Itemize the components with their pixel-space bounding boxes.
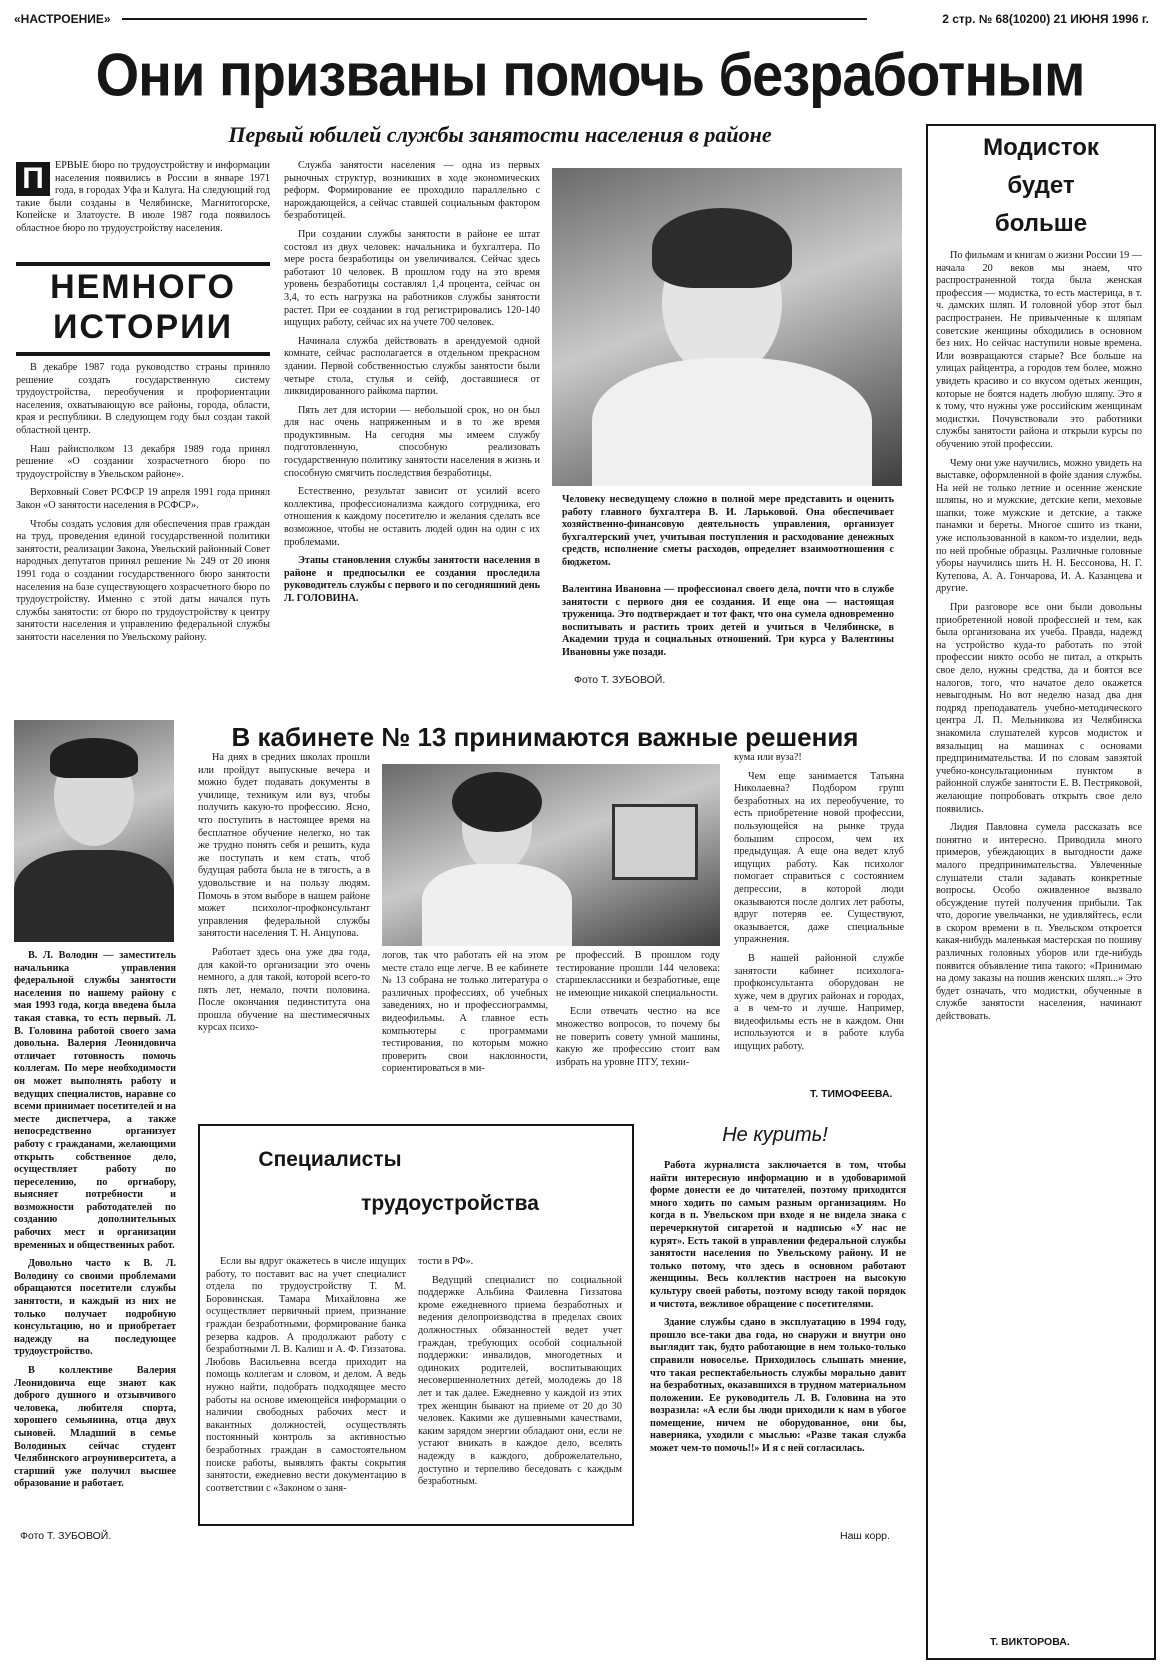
accountant-photo: [552, 168, 902, 486]
modistok-paragraph: Лидия Павловна сумела рассказать все понятно и интересно. Приводила много примеров, убеждающих в выгодности даже малого предпринимательства. Увлеченные слушатели стали задавать конкретные вопросы. Особо оживленное вызвало обсуждение путей получения прибыли. Так что, дорогие увельчанки, не удивляйтесь, если в скором времени в п. Увельском откроется какая-нибудь маленькая мастерская по пошиву различных головных уборов или где-нибудь появится объявление типа такого: «Принимаю на дому заказы на пошив женских шляп...» Это будет означать, что модистки, обученные в службе занятости населения, начинают действовать.: [936, 822, 1142, 1023]
middle-paragraph: При создании службы занятости в районе ее штат состоял из двух человек: начальника и бухгалтера. По мере роста безработицы он увеличивался. Сейчас здесь работают 10 человек. В прошлом году на это время уровень безработицы составлял 1,4 процента, сейчас он 3,4, то есть нагрузка на работников службы занятости растет. При ее создании в год регистрировались 120-140 ищущих работу, сейчас их на учете 700 человек.: [284, 228, 540, 329]
cabinet-col-2: [382, 950, 548, 1100]
modistok-title-2: будет: [1007, 172, 1075, 199]
history-rule-bottom: [16, 352, 270, 356]
cabinet-col-1: [198, 752, 370, 1102]
cabinet-paragraph: Если отвечать честно на все множество вопросов, то почему бы не поверить совету умной машины, какую же профессию стоит вам избрать на уровне ПТУ, техни-: [556, 1006, 720, 1068]
history-paragraph: Наш райисполком 13 декабря 1989 года принял решение «О создании хозрасчетного бюро по трудоустройству в Увельском районе».: [16, 443, 270, 480]
intro-text: [16, 160, 270, 260]
newspaper-name: «НАСТРОЕНИЕ»: [14, 12, 111, 26]
specialists-paragraph: Если вы вдруг окажетесь в числе ищущих работу, то поставит вас на учет специалист отдела по трудоустройству Т. М. Боровинская. Тамара Михайловна же осуществляет первичный прием, признание граждан безработными, формирование банка резерва кадров. А продолжают работу с безработными Л. В. Калиш и А. Ф. Гиззатова. Любовь Васильевна всегда приходит на помощь коллегам и словом, и делом. А ведь нужно найти, подобрать подходящее место работы на основе имеющейся информации о наличии свободных рабочих мест и вакантных должностей, осуществлять постоянный контроль за активностью безработных граждан в самостоятельном поиске работы, выявлять факты сокрытия занятости, ежедневно вести документацию в соответствии с «Законом о заня-: [206, 1256, 406, 1494]
cabinet-col-3: [556, 950, 720, 1100]
volodin-text: [14, 950, 176, 1512]
modistok-title-1: Модисток: [983, 134, 1099, 161]
nokurit-title: Не курить!: [722, 1124, 828, 1146]
modistok-paragraph: По фильмам и книгам о жизни России 19 — начала 20 веков мы знаем, что распространенной тогда была женская профессия — модистка, то есть мастерица, в т. ч. дамских шляп. И головной убор этот был распространен. Не привыченные к шляпам советские женщины обходились в основном без них. Но сейчас наступили новые времена. Или возвращаются старые? Все больше на улицах райцентра, а городов тем более, можно увидеть красиво и со вкусом одетых женщин, которые не боятся надеть любую шляпу. Это я к тому, что нужны уже российским женщинам модистки. Почувствовали это работники службы занятости района и открыли курсы по обучению этой профессии.: [936, 250, 1142, 450]
history-paragraph: В декабре 1987 года руководство страны приняло решение создать государственную систему трудоустройства, переобучения и профориентации населения, охватывающую все районы, города, области, края и республики. В следующем году был создан такой областной центр.: [16, 362, 270, 436]
cabinet-paragraph: кума или вуза?!: [734, 752, 802, 763]
volodin-photo: [14, 720, 174, 942]
specialists-title-2: трудоустройства: [361, 1192, 539, 1215]
cabinet-title: В кабинете № 13 принимаются важные решения: [231, 722, 859, 752]
volodin-caption: В. Л. Володин — заместитель начальника управления федеральной службы занятости населения по нашему району с мая 1993 года, когда введена была такая ставка, то есть первый. Л. В. Головина работой своего зама довольна. Валерия Леонидовича отличает готовность помочь коллегам. По мере необходимости он может выполнять работу и ведущих специалистов, наравне со всеми принимает посетителей и на месте диспетчера, а также непосредственно организует работу с гражданами, желающими открыть собственное дело, осуществляет работу по переселению, по оргнабору, выясняет потребности и возможности работодателей по созданию дополнительных рабочих мест и организации временных и общественных работ.: [14, 950, 176, 1251]
specialists-paragraph: тости в РФ».: [418, 1256, 474, 1267]
specialists-col-1: [206, 1256, 406, 1518]
intro-paragraph: ЕРВЫЕ бюро по трудоустройству и информации населения появились в России в январе 1971 года, в городах Уфа и Калуга. На следующий год такие были созданы в Челябинске, Магнитогорске, Копейске и Златоусте. В июле 1987 года появилось областное бюро по трудоустройству населения.: [16, 160, 270, 234]
accountant-caption-1: Человеку несведущему сложно в полной мере представить и оценить работу главного бухгалтера В. И. Ларьковой. Она обеспечивает хозяйственно-финансовую деятельность управления, организует бухгалтерский учет, учитывая поступления и расходование денежных средств, исполнение сметы расходов, определяет взаимоотношения с бюджетом.: [562, 494, 894, 568]
history-paragraph: Верховный Совет РСФСР 19 апреля 1991 года принял Закон «О занятости населения в РСФСР».: [16, 487, 270, 511]
cabinet-paragraph: В нашей районной службе занятости кабинет психолога-профконсультанта оборудован не хуже, чем в других районах и городах, а в чем-то и лучше. Например, видеофильмы есть не в каждом. Они используются и в работе клуба ищущих работу.: [734, 952, 904, 1053]
specialists-paragraph: Ведущий специалист по социальной поддержке Альбина Фаилевна Гиззатова кроме ежедневного приема безработных и ведения делопроизводства в пределах своих должностных обязанностей ведет учет граждан, требующих особой социальной поддержки: инвалидов, многодетных и одиноких родителей, воспитывающих несовершеннолетних детей, молодежь до 18 лет и так далее. Ежедневно у каждой из этих трех женщин бывают на приеме от 20 до 30 человек. Какими же душевными качествами, каким зарядом энергии обладают они, если не устают вникать в каждое дело, вселять надежду в каждого, доброжелательно, доступно и терпеливо беседовать с каждым безработным.: [418, 1274, 622, 1488]
header-rule: [122, 18, 867, 20]
page-subhead: Первый юбилей службы занятости населения в районе: [228, 122, 772, 147]
history-rule-top: [16, 262, 270, 266]
modistok-title-3: больше: [994, 210, 1088, 237]
specialists-col-2: [418, 1256, 622, 1518]
middle-paragraph: Служба занятости населения — одна из первых рыночных структур, возникших в ходе экономических реформ. Формирование ее проходило параллельно с нарождающейся, а сейчас ставшей социальным фактором безработицей.: [284, 160, 540, 222]
history-paragraph: Чтобы создать условия для обеспечения прав граждан на труд, проведения единой государственной политики занятости, реализации Закона, Увельский районный Совет народных депутатов принял решение № 249 от 20 июня 1991 года о создании государственного бюро занятости населения на базе существующего хозрасчетного бюро по трудоустройству. Именно с этой даты начался путь службы занятости: от бюро по трудоустройству к центру занятости населения и управлению федеральной службы занятости населения по Увельскому району.: [16, 518, 270, 643]
drop-cap: П: [16, 162, 50, 196]
history-text: [16, 362, 270, 692]
volodin-paragraph: В коллективе Валерия Леонидовича еще знают как доброго душного и отзывчивого человека, любителя спорта, хорошего семьянина, отца двух сыновей. Младший в семье Володиных сейчас студент Челябинского агроуниверситета, а старший уже получил высшее образование и работает.: [14, 1365, 176, 1490]
history-title-2: ИСТОРИИ: [52, 308, 234, 346]
middle-bold-ending: Этапы становления службы занятости населения в районе и предпосылки ее создания проследила руководитель службы с первого и по сегодняшний день Л. ГОЛОВИНА.: [284, 555, 540, 604]
cabinet-paragraph: Работает здесь она уже два года, для какой-то организации это очень немного, а для такой, которой всего-то пять лет, немало, почти половина. После окончания пединститута она прошла обучение на шестимесячных курсах психо-: [198, 946, 370, 1034]
cabinet-paragraph: логов, так что работать ей на этом месте стало еще легче. В ее кабинете № 13 собрана не только литература о различных профессиях, об учебных заведениях, но и профессиограммы, видеофильмы. А главное есть компьютеры с программами тестирования, по которым можно проверить свои наклонности, сориентироваться в ми-: [382, 950, 548, 1075]
cabinet-col-4: [734, 752, 904, 1072]
modistok-paragraph: При разговоре все они были довольны приобретенной новой профессией и тем, как была организована их учеба. Правда, надежд на устройство куда-то работать по этой профессии никто особо не питал, а открыть свое дело, нужны средства, да и боятся все налогов, того, что начатое дело окажется невыгодным. Но вот неделю назад два дня подряд преподаватель учебно-методического центра Л. П. Мельникова из Челябинска знакомила слушателей курсов модисток и вязальщиц на машинах с основами предпринимательства. И по словам завзятой учебно-консультационным пунктом в районной службе занятости Е. В. Пестряковой, желающие попробовать открыть свое дело появились.: [936, 602, 1142, 815]
middle-paragraph: Пять лет для истории — небольшой срок, но он был для нас очень напряженным и в то же время продуктивным. На сегодня мы имеем службу подготовленную, способную реализовать государственную политику занятости населения в жизнь и способную смягчить последствия безработицы.: [284, 404, 540, 479]
photo-credit: Фото Т. ЗУБОВОЙ.: [574, 674, 666, 686]
history-title-1: НЕМНОГО: [50, 268, 236, 306]
accountant-caption-2: Валентина Ивановна — профессионал своего дела, почти что в службе занятости с первого дня ее создания. И еще она — настоящая труженица. Это подтверждает и тот факт, что она сумела одновременно воспитывать и растить троих детей и учиться в Челябинске, в Академии труда и социальных отношений. Три курса у Валентины Ивановны уже позади.: [562, 584, 894, 658]
nokurit-paragraph: Работа журналиста заключается в том, чтобы найти интересную информацию и в удобоваримой форме донести ее до читателей, поэтому приходится много ходить по самым разным организациям. Но когда в п. Увельском при входе я не видела знака с перечеркнутой сигаретой и надписью «У нас не курят». Есть такой в управлении федеральной службы занятости населения по Увельскому району. И не только потому, что здесь в основном работают женщины. Весь коллектив настроен на высокую культуру своей работы, поэтому всюду такой порядок и чистота, вежливое обращение с посетителями.: [650, 1160, 906, 1310]
cabinet-paragraph: ре профессий. В прошлом году тестирование прошли 144 человека: старшеклассники и безработные, еще не имеющие никакой специальности.: [556, 950, 720, 999]
modistok-paragraph: Чему они уже научились, можно увидеть на выставке, оформленной в фойе здания службы. На ней не только летние и осенние женские шляпы, но и мужские, детские кепи, меховые шапки, тоже мужские и детские, а также панамки и береты. Многое сшито из ткани, уже использованной в каком-то изделии, ведь по ней пробные образцы. Различные головные уборы научились шить Н. Н. Бессонова, Н. Г. Кутепова, А. А. Гончарова, И. А. Казанцева и другие.: [936, 457, 1142, 595]
page-headline: Они призваны помочь безработным: [95, 40, 1085, 109]
specialists-author: Наш корр.: [840, 1530, 890, 1542]
modistok-author: Т. ВИКТОРОВА.: [990, 1636, 1070, 1648]
volodin-photo-credit: Фото Т. ЗУБОВОЙ.: [20, 1530, 112, 1542]
issue-info: 2 стр. № 68(10200) 21 ИЮНЯ 1996 г.: [942, 12, 1149, 26]
cabinet-paragraph: На днях в средних школах прошли или пройдут выпускные вечера и можно будет подавать документы в училище, техникум или вуз, чтобы получить какую-то профессию. Ясно, что поступить в настоящее время на бесплатное обучение нелегко, но так же трудно понять себя и решить, куда же поступать и кем стать, чтоб будущая работа была не в тягость, а в удовольствие и на пользу людям. Помочь в этом выборе в нашем районе может психолог-профконсультант управления федеральной службы занятости населения Т. Н. Анцупова.: [198, 752, 370, 940]
specialists-title-1: Специалисты: [258, 1148, 402, 1171]
cabinet-paragraph: Чем еще занимается Татьяна Николаевна? Подбором групп безработных на их переобучение, то есть приобретение новой профессии, пользующейся на рынке труда большим спросом, чем их предыдущая. А еще она ведет клуб ищущих работу. Как психолог помогает справиться с состоянием депрессии, в которой люди оказываются после долгих лет работы, вдруг потеряв ее. Существуют, оказывается, даже специальные упражнения.: [734, 770, 904, 946]
nokurit-text: [650, 1160, 906, 1520]
volodin-paragraph: Довольно часто к В. Л. Володину со своими проблемами обращаются посетители службы занятости, и каждый из них не только получает подробную консультацию, но и приобретает надежду на последующее трудоустройство.: [14, 1258, 176, 1358]
psychologist-photo: [382, 764, 720, 946]
middle-column: [284, 160, 540, 688]
cabinet-author: Т. ТИМОФЕЕВА.: [810, 1088, 893, 1100]
modistok-text: [936, 250, 1142, 1520]
middle-paragraph: Естественно, результат зависит от усилий всего коллектива, профессионализма каждого сотрудника, его отношения к каждому посетителю и желания сделать все возможное, чтобы не оставить людей один на один с их проблемами.: [284, 486, 540, 548]
nokurit-paragraph: Здание службы сдано в эксплуатацию в 1994 году, прошло все-таки два года, но снаружи и внутри оно выглядит так, будто работающие в нем только-только справили новоселье. Приходилось слышать мнение, что такая респектабельность службы морально давит на безработных, оказавшихся в трудном материальном положении. Ее руководитель Л. В. Головина на это возразила: «А если бы люди приходили к нам в убогое помещение, ничем не оборудованное, они бы, наверняка, уходили с мыслью: «Разве такая служба может чем-то помочь!!» И я с ней согласилась.: [650, 1317, 906, 1455]
middle-paragraph: Начинала служба действовать в арендуемой одной комнате, сейчас располагается в отдельном прекрасном здании. Первой собственностью службы занятости были четыре стола, стулья и сейф, доставшиеся от ликвидированного райкома партии.: [284, 335, 540, 398]
